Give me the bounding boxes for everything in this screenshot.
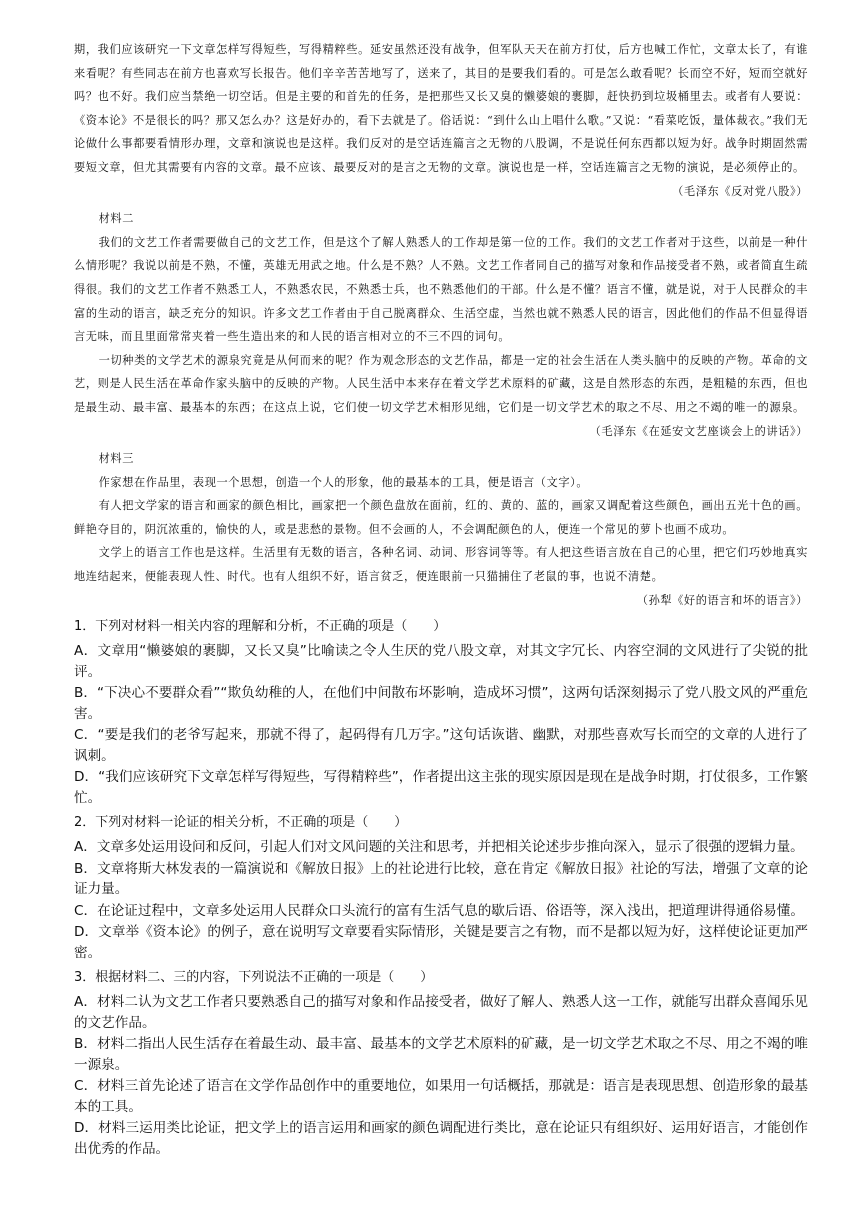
material3-paragraph: 有人把文学家的语言和画家的颜色相比，画家把一个颜色盘放在面前，红的、黄的、蓝的，画家又调配着这些颜色，画出五光十色的画。鲜艳夺目的，阴沉浓重的，愉快的人，或是悲愁的景物。但不会画的人，不会调配颜色的人，便连一个常见的萝卜也画不成功。 — [74, 499, 808, 536]
answer-option-d: D．“我们应该研究下文章怎样写得短些，写得精粹些”，作者提出这主张的现实原因是现在是战争时期，打仗很多，工作繁忙。 — [74, 769, 808, 806]
answer-option-b: B．文章将斯大林发表的一篇演说和《解放日报》上的社论进行比较，意在肯定《解放日报》社论的写法，增强了文章的论证力量。 — [74, 860, 808, 898]
question-1 — [74, 616, 808, 808]
answer-option-b: B．“下决心不要群众看”“欺负幼稚的人，在他们中间散布坏影响，造成坏习惯”，这两句话深刻揭示了党八股文风的严重危害。 — [74, 685, 808, 722]
question-stem: 1．下列对材料一相关内容的理解和分析，不正确的项是（ ） — [74, 619, 447, 635]
answer-option-c: C．材料三首先论述了语言在文学作品创作中的重要地位，如果用一句话概括，那就是：语言是表现思想、创造形象的最基本的工具。 — [74, 1078, 808, 1115]
material3-paragraph: 作家想在作品里，表现一个思想，创造一个人的形象，他的最基本的工具，便是语言（文字）。 — [98, 475, 589, 489]
question-2 — [74, 812, 808, 963]
answer-option-c: C．在论证过程中，文章多处运用人民群众口头流行的富有生活气息的歇后语、俗语等，深入浅出，把道理讲得通俗易懂。 — [74, 902, 804, 919]
material3-source: （孙犁《好的语言和坏的语言》） — [636, 593, 808, 607]
material3-label: 材料三 — [98, 452, 134, 466]
reading-passage — [74, 38, 808, 612]
material2-paragraph: 我们的文艺工作者需要做自己的文艺工作，但是这个了解人熟悉人的工作却是第一位的工作。我们的文艺工作者对于这些，以前是一种什么情形呢？我说以前是不熟，不懂，英雄无用武之地。什么是不熟？人不熟。文艺工作者同自己的描写对象和作品接受者不熟，或者简直生疏得很。我们的文艺工作者不熟悉工人，不熟悉农民，不熟悉士兵，也不熟悉他们的干部。什么是不懂？语言不懂，就是说，对于人民群众的丰富的生动的语言，缺乏充分的知识。许多文艺工作者由于自己脱离群众、生活空虚，当然也就不熟悉人民的语言，因此他们的作品不但显得语言无味，而且里面常常夹着一些生造出来的和人民的语言相对立的不三不四的词句。 — [74, 235, 808, 344]
answer-option-a: A．文章用“懒婆娘的裹脚，又长又臭”比喻读之令人生厌的党八股文章，对其文字冗长、内容空洞的文风进行了尖锐的批评。 — [74, 643, 808, 680]
question-3 — [74, 967, 808, 1159]
answer-option-d: D．材料三运用类比论证，把文学上的语言运用和画家的颜色调配进行类比，意在论证只有组织好、运用好语言，才能创作出优秀的作品。 — [74, 1120, 808, 1157]
material3-paragraph: 文学上的语言工作也是这样。生活里有无数的语言，各种名词、动词、形容词等等。有人把这些语言放在自己的心里，把它们巧妙地真实地连结起来，便能表现人性、时代。也有人组织不好，语言贫乏，便连眼前一只猫捕住了老鼠的事，也说不清楚。 — [74, 546, 808, 584]
question-section — [74, 616, 808, 1159]
answer-option-c: C．“要是我们的老爷写起来，那就不得了，起码得有几万字。”这句话诙谐、幽默，对那些喜欢写长而空的文章的人进行了讽刺。 — [74, 727, 808, 764]
question-stem: 3．根据材料二、三的内容，下列说法不正确的一项是（ ） — [74, 970, 434, 986]
answer-option-b: B．材料二指出人民生活存在着最生动、最丰富、最基本的文学艺术原料的矿藏，是一切文学艺术取之不尽、用之不竭的唯一源泉。 — [74, 1036, 808, 1073]
material2-source: （毛泽东《在延安文艺座谈会上的讲话》） — [589, 424, 808, 438]
answer-option-d: D．文章举《资本论》的例子，意在说明写文章要看实际情形，关键是要言之有物，而不是都以短为好，这样使论证更加严密。 — [74, 924, 808, 961]
answer-option-a: A．文章多处运用设问和反问，引起人们对文风问题的关注和思考，并把相关论述步步推向深入，显示了很强的逻辑力量。 — [74, 839, 804, 856]
answer-option-a: A．材料二认为文艺工作者只要熟悉自己的描写对象和作品接受者，做好了解人、熟悉人这一工作，就能写出群众喜闻乐见的文艺作品。 — [74, 994, 808, 1031]
material2-paragraph: 一切种类的文学艺术的源泉究竟是从何而来的呢？作为观念形态的文艺作品，都是一定的社会生活在人类头脑中的反映的产物。革命的文艺，则是人民生活在革命作家头脑中的反映的产物。人民生活中本来存在着文学艺术原料的矿藏，这是自然形态的东西，是粗糙的东西，但也是最生动、最丰富、最基本的东西；在这点上说，它们使一切文学艺术相形见绌，它们是一切文学艺术的取之不尽、用之不竭的唯一的源泉。 — [74, 353, 808, 414]
material1-paragraph: 期，我们应该研究一下文章怎样写得短些，写得精粹些。延安虽然还没有战争，但军队天天在前方打仗，后方也喊工作忙，文章太长了，有谁来看呢？有些同志在前方也喜欢写长报告。他们辛辛苦苦地写了，送来了，其目的是要我们看的。可是怎么敢看呢？长而空不好，短而空就好吗？也不好。我们应当禁绝一切空话。但是主要的和首先的任务，是把那些又长又臭的懒婆娘的裹脚，赶快扔到垃圾桶里去。或者有人要说：《资本论》不是很长的吗？那又怎么办？这是好办的，看下去就是了。俗话说：“到什么山上唱什么歌。”又说：“看菜吃饭，量体裁衣。”我们无论做什么事都要看情形办理，文章和演说也是这样。我们反对的是空话连篇言之无物的八股调，不是说任何东西都以短为好。战争时期固然需要短文章，但尤其需要有内容的文章。最不应该、最要反对的是言之无物的文章。演说也是一样，空话连篇言之无物的演说，是必须停止的。 — [74, 43, 808, 174]
question-stem: 2．下列对材料一论证的相关分析，不正确的项是（ ） — [74, 815, 408, 831]
material1-source: （毛泽东《反对党八股》） — [672, 184, 808, 198]
material2-label: 材料二 — [98, 212, 134, 226]
